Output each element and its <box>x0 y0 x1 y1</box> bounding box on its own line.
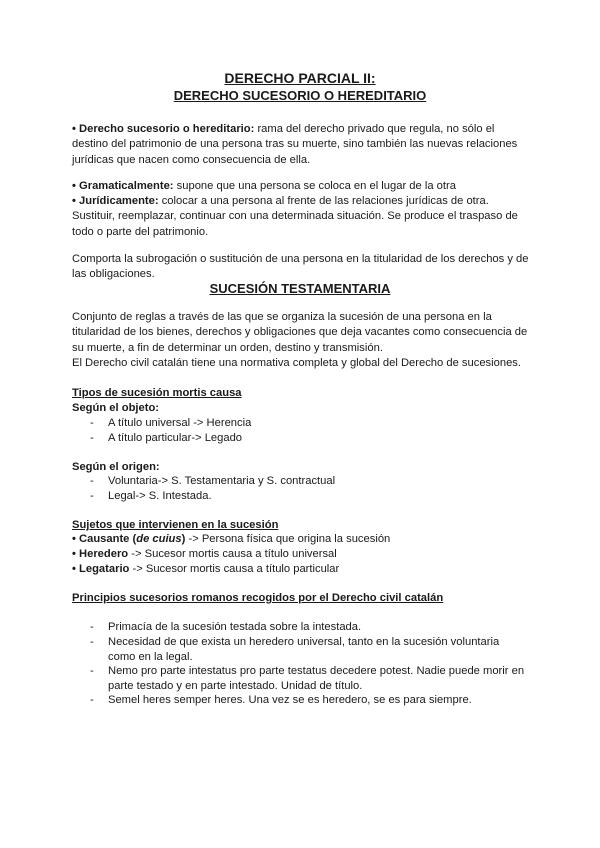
list-item-text: A título universal -> Herencia <box>108 417 252 429</box>
dash: - <box>90 621 94 633</box>
objeto-label <box>72 401 532 416</box>
sujeto-legatario <box>72 562 532 577</box>
list-item-text: Primacía de la sucesión testada sobre la intestada. <box>108 621 362 633</box>
definition-gramaticalmente <box>72 179 532 194</box>
section-paragraph-2: El Derecho civil catalán tiene una normativa completa y global del Derecho de sucesiones. <box>72 357 521 369</box>
def-juridicamente: colocar a una persona al frente de las relaciones jurídicas de otra. Sustituir, reemplazar, continuar con una determinada situación. Se produce el traspaso de todo o parte del patrimonio. <box>72 195 518 238</box>
list-item-text: Necesidad de que exista un heredero universal, tanto en la sucesión voluntaria como en la legal. <box>108 636 500 664</box>
term-causante: • Causante ( <box>72 533 137 545</box>
def-causante: -> Persona física que origina la sucesión <box>185 533 391 545</box>
list-item-text: Legal-> S. Intestada. <box>108 490 212 502</box>
sujetos-heading: Sujetos que intervienen en la sucesión <box>72 519 279 531</box>
objeto-label-text: Según el objeto: <box>72 402 160 414</box>
term-juridicamente: • Jurídicamente: <box>72 195 159 207</box>
definition-juridicamente <box>72 194 532 240</box>
dash: - <box>90 636 94 648</box>
principios-heading: Principios sucesorios romanos recogidos por el Derecho civil catalán <box>72 592 444 604</box>
sujeto-causante <box>72 532 532 547</box>
dash: - <box>90 694 94 706</box>
document-subtitle: DERECHO SUCESORIO O HEREDITARIO <box>173 88 427 103</box>
section-heading: SUCESIÓN TESTAMENTARIA <box>209 281 391 296</box>
section-paragraph-1: Conjunto de reglas a través de las que se organiza la sucesión de una persona en la titularidad de los bienes, derechos y obligaciones que deja vacantes como consecuencia de su muerte, a fin de determinar un orden, destino y transmisión. <box>72 311 528 354</box>
sujeto-heredero <box>72 547 532 562</box>
term-close: ) <box>181 533 186 545</box>
term-derecho-sucesorio: • Derecho sucesorio o hereditario: <box>72 123 255 135</box>
def-heredero: -> Sucesor mortis causa a título universal <box>128 548 337 560</box>
term-de-cuius: de cuius <box>136 533 182 545</box>
list-item-text: Semel heres semper heres. Una vez se es heredero, se es para siempre. <box>108 694 472 706</box>
def-gramaticalmente: supone que una persona se coloca en el lugar de la otra <box>173 180 456 192</box>
list-item-text: A título particular-> Legado <box>108 432 243 444</box>
def-legatario: -> Sucesor mortis causa a título particular <box>129 563 340 575</box>
list-item-text: Nemo pro parte intestatus pro parte testatus decedere potest. Nadie puede morir en parte testado y en parte intestado. Unidad de título. <box>108 665 525 693</box>
term-legatario: • Legatario <box>72 563 130 575</box>
dash: - <box>90 432 94 444</box>
term-gramaticalmente: • Gramaticalmente: <box>72 180 174 192</box>
def-derecho-sucesorio: rama del derecho privado que regula, no sólo el destino del patrimonio de una persona tras su muerte, sino también las nuevas relaciones jurídicas que nacen como consecuencia de ella. <box>72 123 518 166</box>
document-title: DERECHO PARCIAL II: <box>224 70 376 86</box>
list-item-text: Voluntaria-> S. Testamentaria y S. contractual <box>108 475 336 487</box>
definition-derecho-sucesorio <box>72 122 532 168</box>
dash: - <box>90 475 94 487</box>
dash: - <box>90 417 94 429</box>
dash: - <box>90 490 94 502</box>
tipos-heading: Tipos de sucesión mortis causa <box>72 387 242 399</box>
origen-label-text: Según el origen: <box>72 461 160 473</box>
dash: - <box>90 665 94 677</box>
intro-paragraph: Comporta la subrogación o sustitución de una persona en la titularidad de los derechos y de las obligaciones. <box>72 253 529 281</box>
term-heredero: • Heredero <box>72 548 129 560</box>
